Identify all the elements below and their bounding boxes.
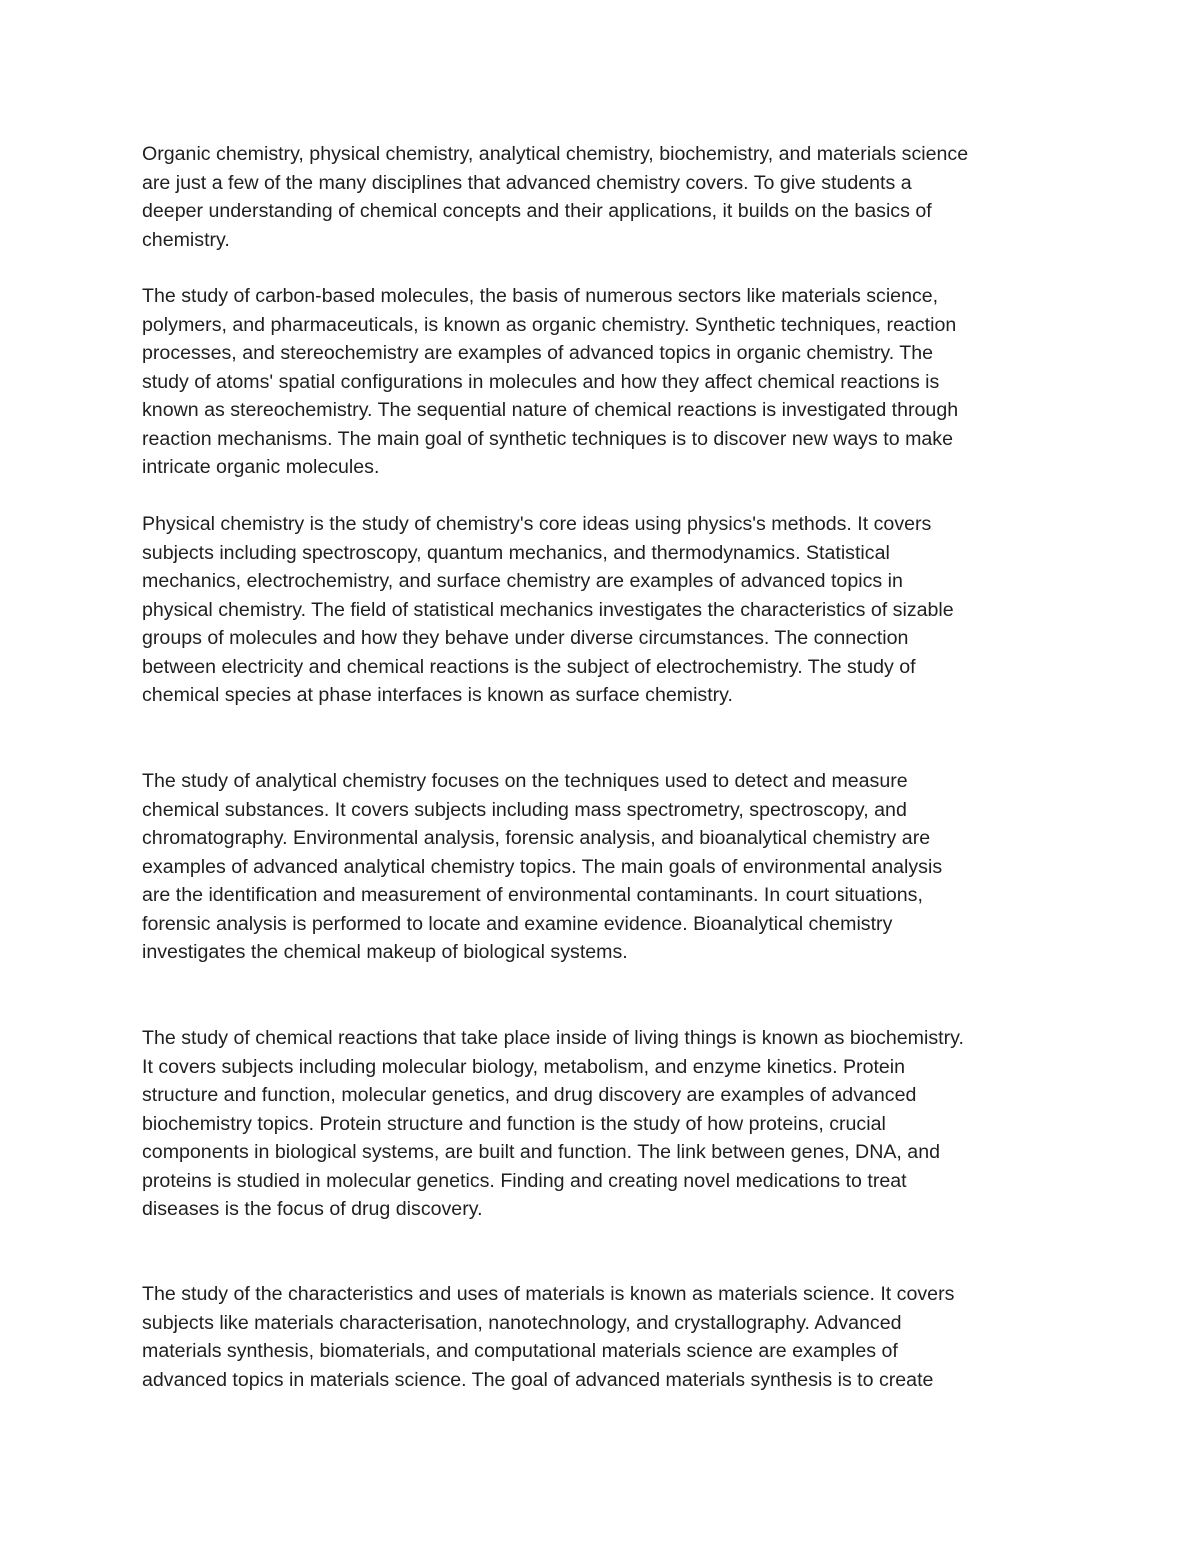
text-line: intricate organic molecules. <box>142 456 380 478</box>
text-line: biochemistry topics. Protein structure and function is the study of how proteins, crucial <box>142 1112 886 1135</box>
text-line: forensic analysis is performed to locate and examine evidence. Bioanalytical chemistry <box>142 912 893 935</box>
text-line: Organic chemistry, physical chemistry, analytical chemistry, biochemistry, and materials science <box>142 143 969 165</box>
paragraph-biochemistry <box>142 1024 1062 1224</box>
text-line: subjects including spectroscopy, quantum mechanics, and thermodynamics. Statistical <box>142 541 890 564</box>
text-line: chemical substances. It covers subjects including mass spectrometry, spectroscopy, and <box>142 798 907 821</box>
text-line: deeper understanding of chemical concepts and their applications, it builds on the basics of <box>142 200 932 222</box>
text-line: It covers subjects including molecular biology, metabolism, and enzyme kinetics. Protein <box>142 1055 906 1078</box>
text-line: diseases is the focus of drug discovery. <box>142 1198 483 1220</box>
text-line: physical chemistry. The field of statistical mechanics investigates the characteristics of sizable <box>142 598 954 621</box>
text-line: examples of advanced analytical chemistry topics. The main goals of environmental analysis <box>142 855 943 878</box>
text-line: subjects like materials characterisation, nanotechnology, and crystallography. Advanced <box>142 1311 902 1334</box>
paragraph-intro <box>142 140 1062 254</box>
text-line: components in biological systems, are built and function. The link between genes, DNA, and <box>142 1141 940 1163</box>
text-line: investigates the chemical makeup of biological systems. <box>142 941 628 963</box>
text-line: known as stereochemistry. The sequential nature of chemical reactions is investigated through <box>142 399 959 421</box>
text-line: proteins is studied in molecular genetics. Finding and creating novel medications to treat <box>142 1169 907 1192</box>
text-line: materials synthesis, biomaterials, and computational materials science are examples of <box>142 1340 898 1362</box>
text-line: The study of chemical reactions that take place inside of living things is known as biochemistry. <box>142 1027 964 1049</box>
text-line: reaction mechanisms. The main goal of synthetic techniques is to discover new ways to make <box>142 427 953 450</box>
text-line: The study of the characteristics and uses of materials is known as materials science. It covers <box>142 1283 955 1305</box>
paragraph-analytical-chemistry <box>142 767 1062 967</box>
text-line: chemical species at phase interfaces is known as surface chemistry. <box>142 684 733 706</box>
text-line: processes, and stereochemistry are examples of advanced topics in organic chemistry. The <box>142 342 934 364</box>
text-line: study of atoms' spatial configurations in molecules and how they affect chemical reactions is <box>142 370 940 393</box>
text-line: structure and function, molecular genetics, and drug discovery are examples of advanced <box>142 1084 917 1106</box>
text-line: polymers, and pharmaceuticals, is known as organic chemistry. Synthetic techniques, reaction <box>142 313 957 336</box>
text-line: mechanics, electrochemistry, and surface chemistry are examples of advanced topics in <box>142 570 903 592</box>
text-line: The study of carbon-based molecules, the basis of numerous sectors like materials science, <box>142 285 939 307</box>
text-line: Physical chemistry is the study of chemistry's core ideas using physics's methods. It covers <box>142 513 932 535</box>
text-line: chromatography. Environmental analysis, forensic analysis, and bioanalytical chemistry are <box>142 827 931 849</box>
text-line: are just a few of the many disciplines that advanced chemistry covers. To give students a <box>142 171 912 194</box>
paragraph-organic-chemistry <box>142 282 1062 482</box>
text-line: are the identification and measurement of environmental contaminants. In court situations, <box>142 884 923 906</box>
paragraph-materials-science <box>142 1280 1062 1394</box>
text-line: The study of analytical chemistry focuses on the techniques used to detect and measure <box>142 770 908 792</box>
text-line: between electricity and chemical reactions is the subject of electrochemistry. The study of <box>142 655 916 678</box>
paragraph-physical-chemistry <box>142 510 1062 710</box>
text-line: chemistry. <box>142 228 230 251</box>
text-line: advanced topics in materials science. The goal of advanced materials synthesis is to create <box>142 1368 934 1391</box>
text-line: groups of molecules and how they behave under diverse circumstances. The connection <box>142 627 909 649</box>
